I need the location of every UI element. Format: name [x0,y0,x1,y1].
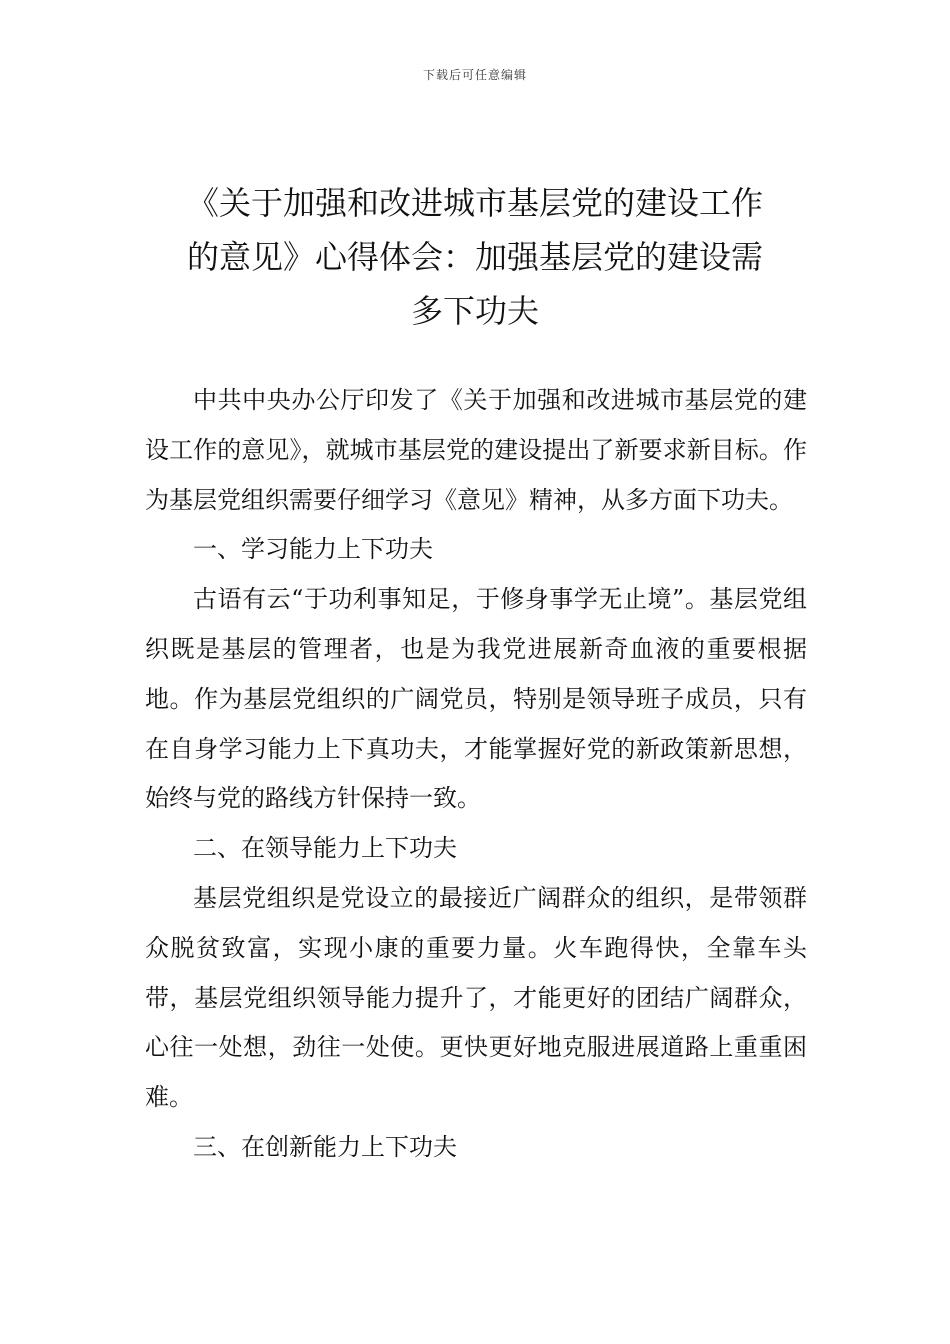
title-line: 多下功夫 [410,292,539,330]
leadership-paragraph: 基层党组织是党设立的最接近广阔群众的组织，是带领群众脱贫致富，实现小康的重要力量。火车跑得快，全靠车头带，基层党组织领导能力提升了，才能更好的团结广阔群众，心往一处想，劲往一处使。更快更好地克服进展道路上重重困难。 [145,883,807,1112]
document-title [140,176,810,338]
title-line: 的意见》心得体会：加强基层党的建设需 [186,238,763,276]
intro-paragraph: 中共中央办公厅印发了《关于加强和改进城市基层党的建设工作的意见》，就城市基层党的建设提出了新要求新目标。作为基层党组织需要仔细学习《意见》精神，从多方面下功夫。 [145,386,807,514]
section-heading-innovation: 三、在创新能力上下功夫 [193,1132,457,1161]
title-line: 《关于加强和改进城市基层党的建设工作 [186,184,763,222]
document-body [145,376,807,1173]
section-heading-learning: 一、学习能力上下功夫 [193,535,433,564]
section-heading-leadership: 二、在领导能力上下功夫 [193,834,457,863]
header-note: 下载后可任意编辑 [422,68,527,82]
learning-paragraph: 古语有云“于功利事知足，于修身事学无止境”。基层党组织既是基层的管理者，也是为我党进展新奇血液的重要根据地。作为基层党组织的广阔党员，特别是领导班子成员，只有在自身学习能力上下真功夫，才能掌握好党的新政策新思想，始终与党的路线方针保持一致。 [145,585,807,813]
